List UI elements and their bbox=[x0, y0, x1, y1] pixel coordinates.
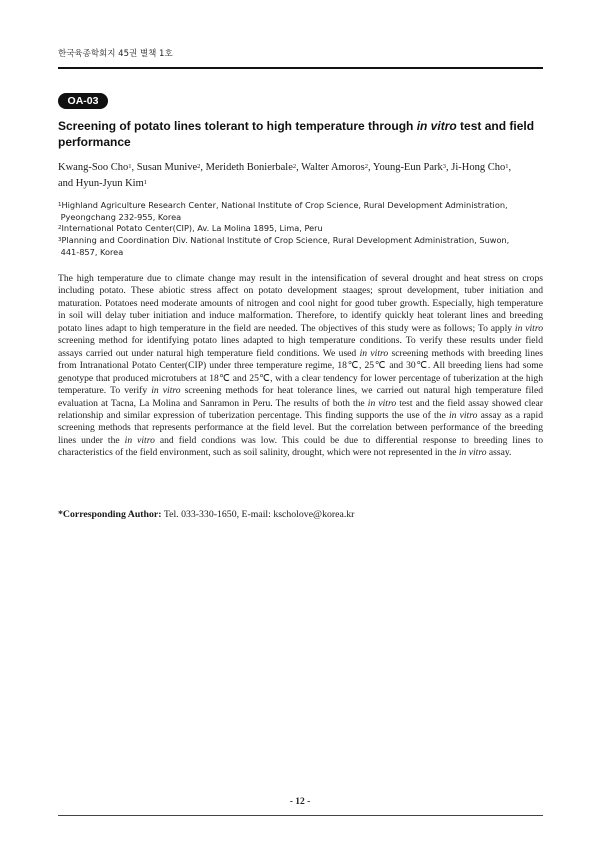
abstract-italic: in vitro bbox=[448, 409, 478, 421]
author-affil-mark: 1 bbox=[505, 163, 509, 170]
affiliation-line: International Potato Center(CIP), Av. La Molina 1895, Lima, Peru bbox=[61, 223, 323, 234]
session-badge: OA-03 bbox=[58, 93, 108, 109]
affiliation-line: 441-857, Korea bbox=[60, 246, 124, 257]
corresponding-tel: Tel. 033-330-1650, bbox=[163, 509, 240, 520]
affiliation bbox=[58, 223, 543, 235]
abstract-text: screening methods for heat tolerance lines, we carried out natural high temperature filed evaluation at Tacna, La Molina and Sanramon in Peru. The results of both the bbox=[58, 385, 544, 409]
bottom-rule bbox=[58, 815, 543, 816]
author: Ji-Hong Cho bbox=[451, 162, 506, 173]
corresponding-label: *Corresponding Author: bbox=[58, 509, 162, 520]
affiliation-line: Pyeongchang 232-955, Korea bbox=[60, 211, 182, 222]
abstract-italic: in vitro bbox=[514, 322, 543, 334]
abstract-text: screening methods with breeding lines from Intranational Potato Center(CIP) under three temperature regime, 18℃, 25℃ and 30℃. All breeding liens had some genotype that produced microtubers at 18℃ and 25℃, with a clear tendency for lower percentage of tuberization at the high temperature. To verify bbox=[58, 347, 543, 397]
affiliation-mark: 2 bbox=[58, 225, 62, 232]
author: Susan Munive bbox=[136, 162, 198, 173]
top-rule bbox=[58, 67, 543, 69]
abstract-italic: in vitro bbox=[458, 447, 487, 459]
abstract-text: assay. bbox=[486, 447, 512, 459]
author-list: Kwang-Soo Cho$^1$, Susan Munive$^2$, Merideth Bonierbale$^2$, Walter Amoros$^2$, Young-Eun Park$^3$, Ji-Hong Cho$^1$, and Hyun-Jyun Kim$^1$ bbox=[58, 162, 512, 189]
author-affil-mark: 2 bbox=[364, 163, 369, 170]
title-text-end: test and field performance bbox=[58, 119, 535, 149]
corresponding-email: E-mail: kscholove@korea.kr bbox=[241, 509, 355, 520]
author: Merideth Bonierbale bbox=[205, 162, 293, 173]
corresponding-author bbox=[58, 509, 543, 520]
author-conjunction: and bbox=[58, 178, 74, 189]
abstract-italic: in vitro bbox=[124, 434, 155, 446]
affiliation-line: Highland Agriculture Research Center, National Institute of Crop Science, Rural Development Administration, bbox=[61, 200, 508, 210]
title-italic: in vitro bbox=[416, 119, 457, 133]
abstract-text: test and the field assay showed clear relationship and similar expression of tuberization percentage. This finding supports the use of the bbox=[58, 397, 543, 421]
abstract-text: screening method for identifying potato lines adapted to high temperature conditions. To verify these results under field assays carried out under natural high temperature field conditions. We used bbox=[58, 335, 543, 359]
affiliation-line: Planning and Coordination Div. National Institute of Crop Science, Rural Development Administration, Suwon, bbox=[61, 235, 510, 246]
affiliation-list bbox=[58, 200, 543, 259]
author-affil-mark: 2 bbox=[292, 163, 297, 170]
affiliation-mark: 1 bbox=[58, 202, 62, 208]
author-affil-mark: 2 bbox=[197, 163, 201, 170]
page-number: - 12 - bbox=[289, 797, 311, 807]
affiliation bbox=[58, 200, 543, 223]
affiliation bbox=[58, 235, 543, 258]
abstract-text: and field condions was low. This could be due to differential response to breeding lines to characteristics of the field environment, such as soil salinity, drought, which were not represented in the bbox=[58, 434, 543, 459]
author: Kwang-Soo Cho bbox=[58, 162, 129, 173]
running-head: 한국육종학회지 45권 별책 1호 bbox=[58, 49, 173, 59]
abstract-italic: in vitro bbox=[151, 385, 181, 397]
affiliation-mark: 3 bbox=[58, 237, 62, 244]
author: Walter Amoros bbox=[301, 162, 365, 173]
abstract-text: assay as a rapid screening methods that represents performance at the field level. But the correlation between performance of the breeding lines under the bbox=[58, 409, 544, 446]
abstract-text: The high temperature due to climate change may result in the intensification of several drought and heat stress on crops including potato. These abiotic stress affect on potato development staages; sprout development, tuber initiation and maturation. Potatoes need moderate amounts of nitrogen and cool night for good tuber growth. Especially, high temperature in soil will delay tuber initiation and induce malformation. Therefore, to identify quickly heat tolerant lines and breeding potato lines adapt to high temperature in the field are needed. The objectives of this study were as follows; To apply bbox=[58, 273, 543, 334]
title-text: Screening of potato lines tolerant to high temperature through bbox=[58, 119, 417, 133]
abstract-italic: in vitro bbox=[359, 347, 389, 359]
author-affil-mark: 1 bbox=[128, 163, 132, 170]
author: Hyun-Jyun Kim bbox=[75, 178, 144, 189]
abstract bbox=[58, 273, 543, 460]
author: Young-Eun Park bbox=[372, 162, 443, 173]
author-affil-mark: 1 bbox=[143, 179, 148, 186]
paper-title bbox=[58, 118, 548, 150]
author-affil-mark: 3 bbox=[442, 163, 446, 170]
abstract-italic: in vitro bbox=[367, 397, 397, 409]
